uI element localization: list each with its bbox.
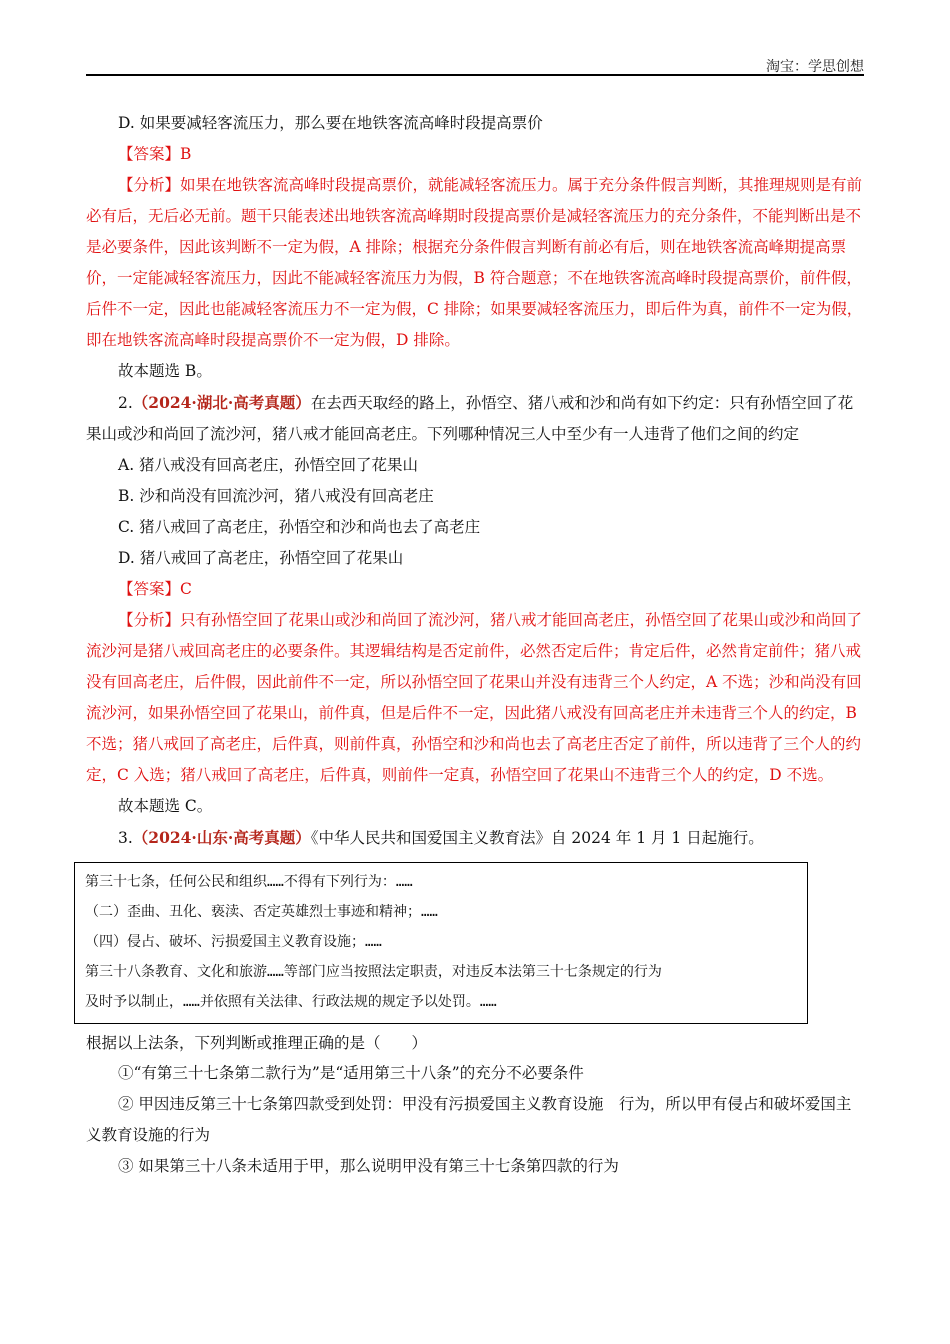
q1-analysis-label: 【分析】 [118,176,181,194]
q3-stem [86,822,866,854]
q2-analysis-text: 只有孙悟空回了花果山或沙和尚回了流沙河，猪八戒才能回高老庄，孙悟空回了花果山或沙和尚回了流沙河是猪八戒回高老庄的必要条件。其逻辑结构是否定前件，必然否定后件；肯定后件，必然肯定前件；猪八戒没有回高老庄，后件假，因此前件不一定，所以孙悟空回了花果山并没有违背三个人约定，A 不选；沙和尚没有回流沙河，如果孙悟空回了花果山，前件真，但是后件不一定，因此猪八戒没有回高老庄并未违背三个人的约定，B 不选；猪八戒回了高老庄，后件真，则前件真，孙悟空和沙和尚也去了高老庄否定了前件，所以违背了三个人的约定，C 入选；猪八戒回了高老庄，后件真，则前件一定真，孙悟空回了花果山不违背三个人的约定，D 不选。 [86,611,863,784]
q1-answer-value: B [180,145,192,163]
q3-question: 根据以上法条，下列判断或推理正确的是（ ） [86,1034,428,1052]
q3-statement-3: ③ 如果第三十八条未适用于甲，那么说明甲没有第三十七条第四款的行为 [118,1157,619,1175]
q1-option-d: D. 如果要减轻客流压力，那么要在地铁客流高峰时段提高票价 [118,114,543,132]
q2-analysis [86,605,866,791]
law-line-37: 第三十七条，任何公民和组织……不得有下列行为：…… [85,874,413,890]
q2-option-a: A. 猪八戒没有回高老庄，孙悟空回了花果山 [118,456,419,474]
q3-statement-2: ② 甲因违反第三十七条第四款受到处罚：甲没有污损爱国主义教育设施 行为，所以甲有侵占和破坏爱国主义教育设施的行为 [86,1095,852,1144]
q2-analysis-label: 【分析】 [118,611,181,629]
document-body [86,108,866,1182]
q2-number: 2. [118,394,133,412]
q2-answer-value: C [180,580,192,598]
q2-source: （2024·湖北·高考真题） [132,393,311,412]
law-line-38-cont: 及时予以制止，……并依照有关法律、行政法规的规定予以处罚。…… [85,994,497,1010]
q1-analysis-text: 如果在地铁客流高峰时段提高票价，就能减轻客流压力。属于充分条件假言判断，其推理规则是有前必有后，无后必无前。题干只能表述出地铁客流高峰期时段提高票价是减轻客流压力的充分条件，不能判断出是不是必要条件，因此该判断不一定为假，A 排除；根据充分条件假言判断有前必有后，则在地铁客流高峰期提高票价，一定能减轻客流压力，因此不能减轻客流压力为假，B 符合题意；不在地铁客流高峰时段提高票价，前件假，后件不一定，因此也能减轻客流压力不一定为假，C 排除；如果要减轻客流压力，即后件为真，前件不一定为假，即在地铁客流高峰时段提高票价不一定为假，D 排除。 [86,176,863,349]
page-header-text: 淘宝：学思创想 [766,59,864,75]
q1-answer-label: 【答案】 [118,145,181,163]
q2-conclusion: 故本题选 C。 [118,797,213,815]
q1-analysis [86,170,866,356]
q2-answer-label: 【答案】 [118,580,181,598]
law-line-37-2: （二）歪曲、丑化、亵渎、否定英雄烈士事迹和精神；…… [85,904,438,920]
q3-source: （2024·山东·高考真题） [132,828,311,847]
law-line-38: 第三十八条教育、文化和旅游……等部门应当按照法定职责，对违反本法第三十七条规定的行为 [85,964,662,980]
q2-stem [86,387,866,450]
q2-answer [86,574,866,605]
q3-statement-1: ①“有第三十七条第二款行为”是“适用第三十八条”的充分不必要条件 [118,1064,584,1082]
q1-conclusion: 故本题选 B。 [118,362,212,380]
q1-answer [86,139,866,170]
law-excerpt-box [74,862,808,1024]
header-divider [86,74,864,76]
law-line-37-4: （四）侵占、破坏、污损爱国主义教育设施；…… [85,934,382,950]
q2-option-c: C. 猪八戒回了高老庄，孙悟空和沙和尚也去了高老庄 [118,518,481,536]
q2-option-b: B. 沙和尚没有回流沙河，猪八戒没有回高老庄 [118,487,434,505]
q3-stem-text: 《中华人民共和国爱国主义教育法》自 2024 年 1 月 1 日起施行。 [310,829,764,847]
q2-option-d: D. 猪八戒回了高老庄，孙悟空回了花果山 [118,549,404,567]
q2-stem-text: 在去西天取经的路上，孙悟空、猪八戒和沙和尚有如下约定：只有孙悟空回了花果山或沙和尚回了流沙河，猪八戒才能回高老庄。下列哪种情况三人中至少有一人违背了他们之间的约定 [86,394,854,443]
q3-number: 3. [118,829,133,847]
